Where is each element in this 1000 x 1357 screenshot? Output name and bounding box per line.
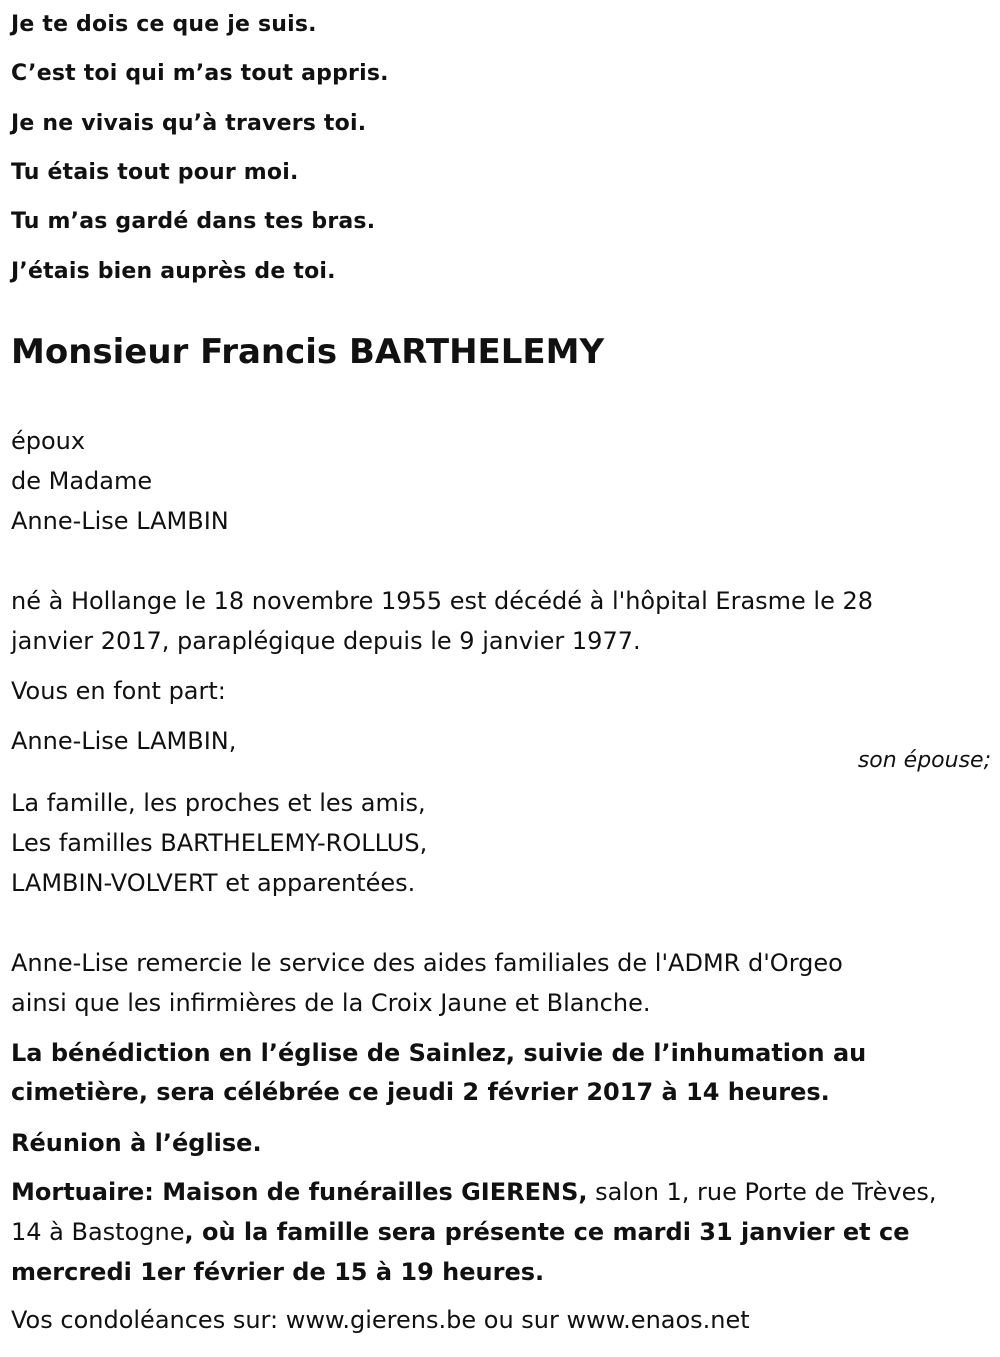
spouse-line-1: époux [11, 427, 86, 455]
poem-line-4: Tu étais tout pour moi. [11, 160, 299, 185]
family-line-3: LAMBIN-VOLVERT et apparentées. [11, 869, 416, 897]
thanks-line-2: ainsi que les infirmières de la Croix Jaune et Blanche. [11, 989, 651, 1017]
mortuary-visit-1: , où la famille sera présente ce mardi 31 janvier et ce [184, 1218, 910, 1246]
mortuary-place: Mortuaire: Maison de funérailles GIERENS, [11, 1178, 588, 1206]
ceremony-line-2: cimetière, sera célébrée ce jeudi 2 février 2017 à 14 heures. [11, 1078, 830, 1106]
mortuary-line-1 [11, 1178, 936, 1206]
mortuary-address: salon 1, rue Porte de Trèves, [587, 1178, 937, 1206]
announce-text: Vous en font part: [11, 677, 226, 705]
widow-role: son épouse; [857, 748, 991, 773]
birth-death-line-1: né à Hollange le 18 novembre 1955 est décédé à l'hôpital Erasme le 28 [11, 587, 874, 615]
reunion-text: Réunion à l’église. [11, 1129, 262, 1157]
mortuary-line-2 [11, 1218, 910, 1246]
poem-line-2: C’est toi qui m’as tout appris. [11, 61, 389, 86]
family-line-2: Les familles BARTHELEMY-ROLLUS, [11, 829, 428, 857]
birth-death-line-2: janvier 2017, paraplégique depuis le 9 janvier 1977. [11, 627, 641, 655]
deceased-name: Monsieur Francis BARTHELEMY [11, 332, 605, 372]
mortuary-city: 14 à Bastogne [11, 1218, 185, 1246]
poem-line-5: Tu m’as gardé dans tes bras. [11, 209, 376, 234]
condolences-text: Vos condoléances sur: www.gierens.be ou sur www.enaos.net [11, 1306, 750, 1334]
poem-line-6: J’étais bien auprès de toi. [11, 259, 336, 284]
poem-line-3: Je ne vivais qu’à travers toi. [11, 111, 367, 136]
mortuary-visit-2: mercredi 1er février de 15 à 19 heures. [11, 1258, 545, 1286]
family-line-1: La famille, les proches et les amis, [11, 789, 426, 817]
spouse-line-3: Anne-Lise LAMBIN [11, 507, 229, 535]
widow-name: Anne-Lise LAMBIN, [11, 727, 237, 755]
ceremony-line-1: La bénédiction en l’église de Sainlez, suivie de l’inhumation au [11, 1039, 867, 1067]
thanks-line-1: Anne-Lise remercie le service des aides familiales de l'ADMR d'Orgeo [11, 949, 843, 977]
poem-line-1: Je te dois ce que je suis. [11, 12, 317, 37]
spouse-line-2: de Madame [11, 467, 153, 495]
